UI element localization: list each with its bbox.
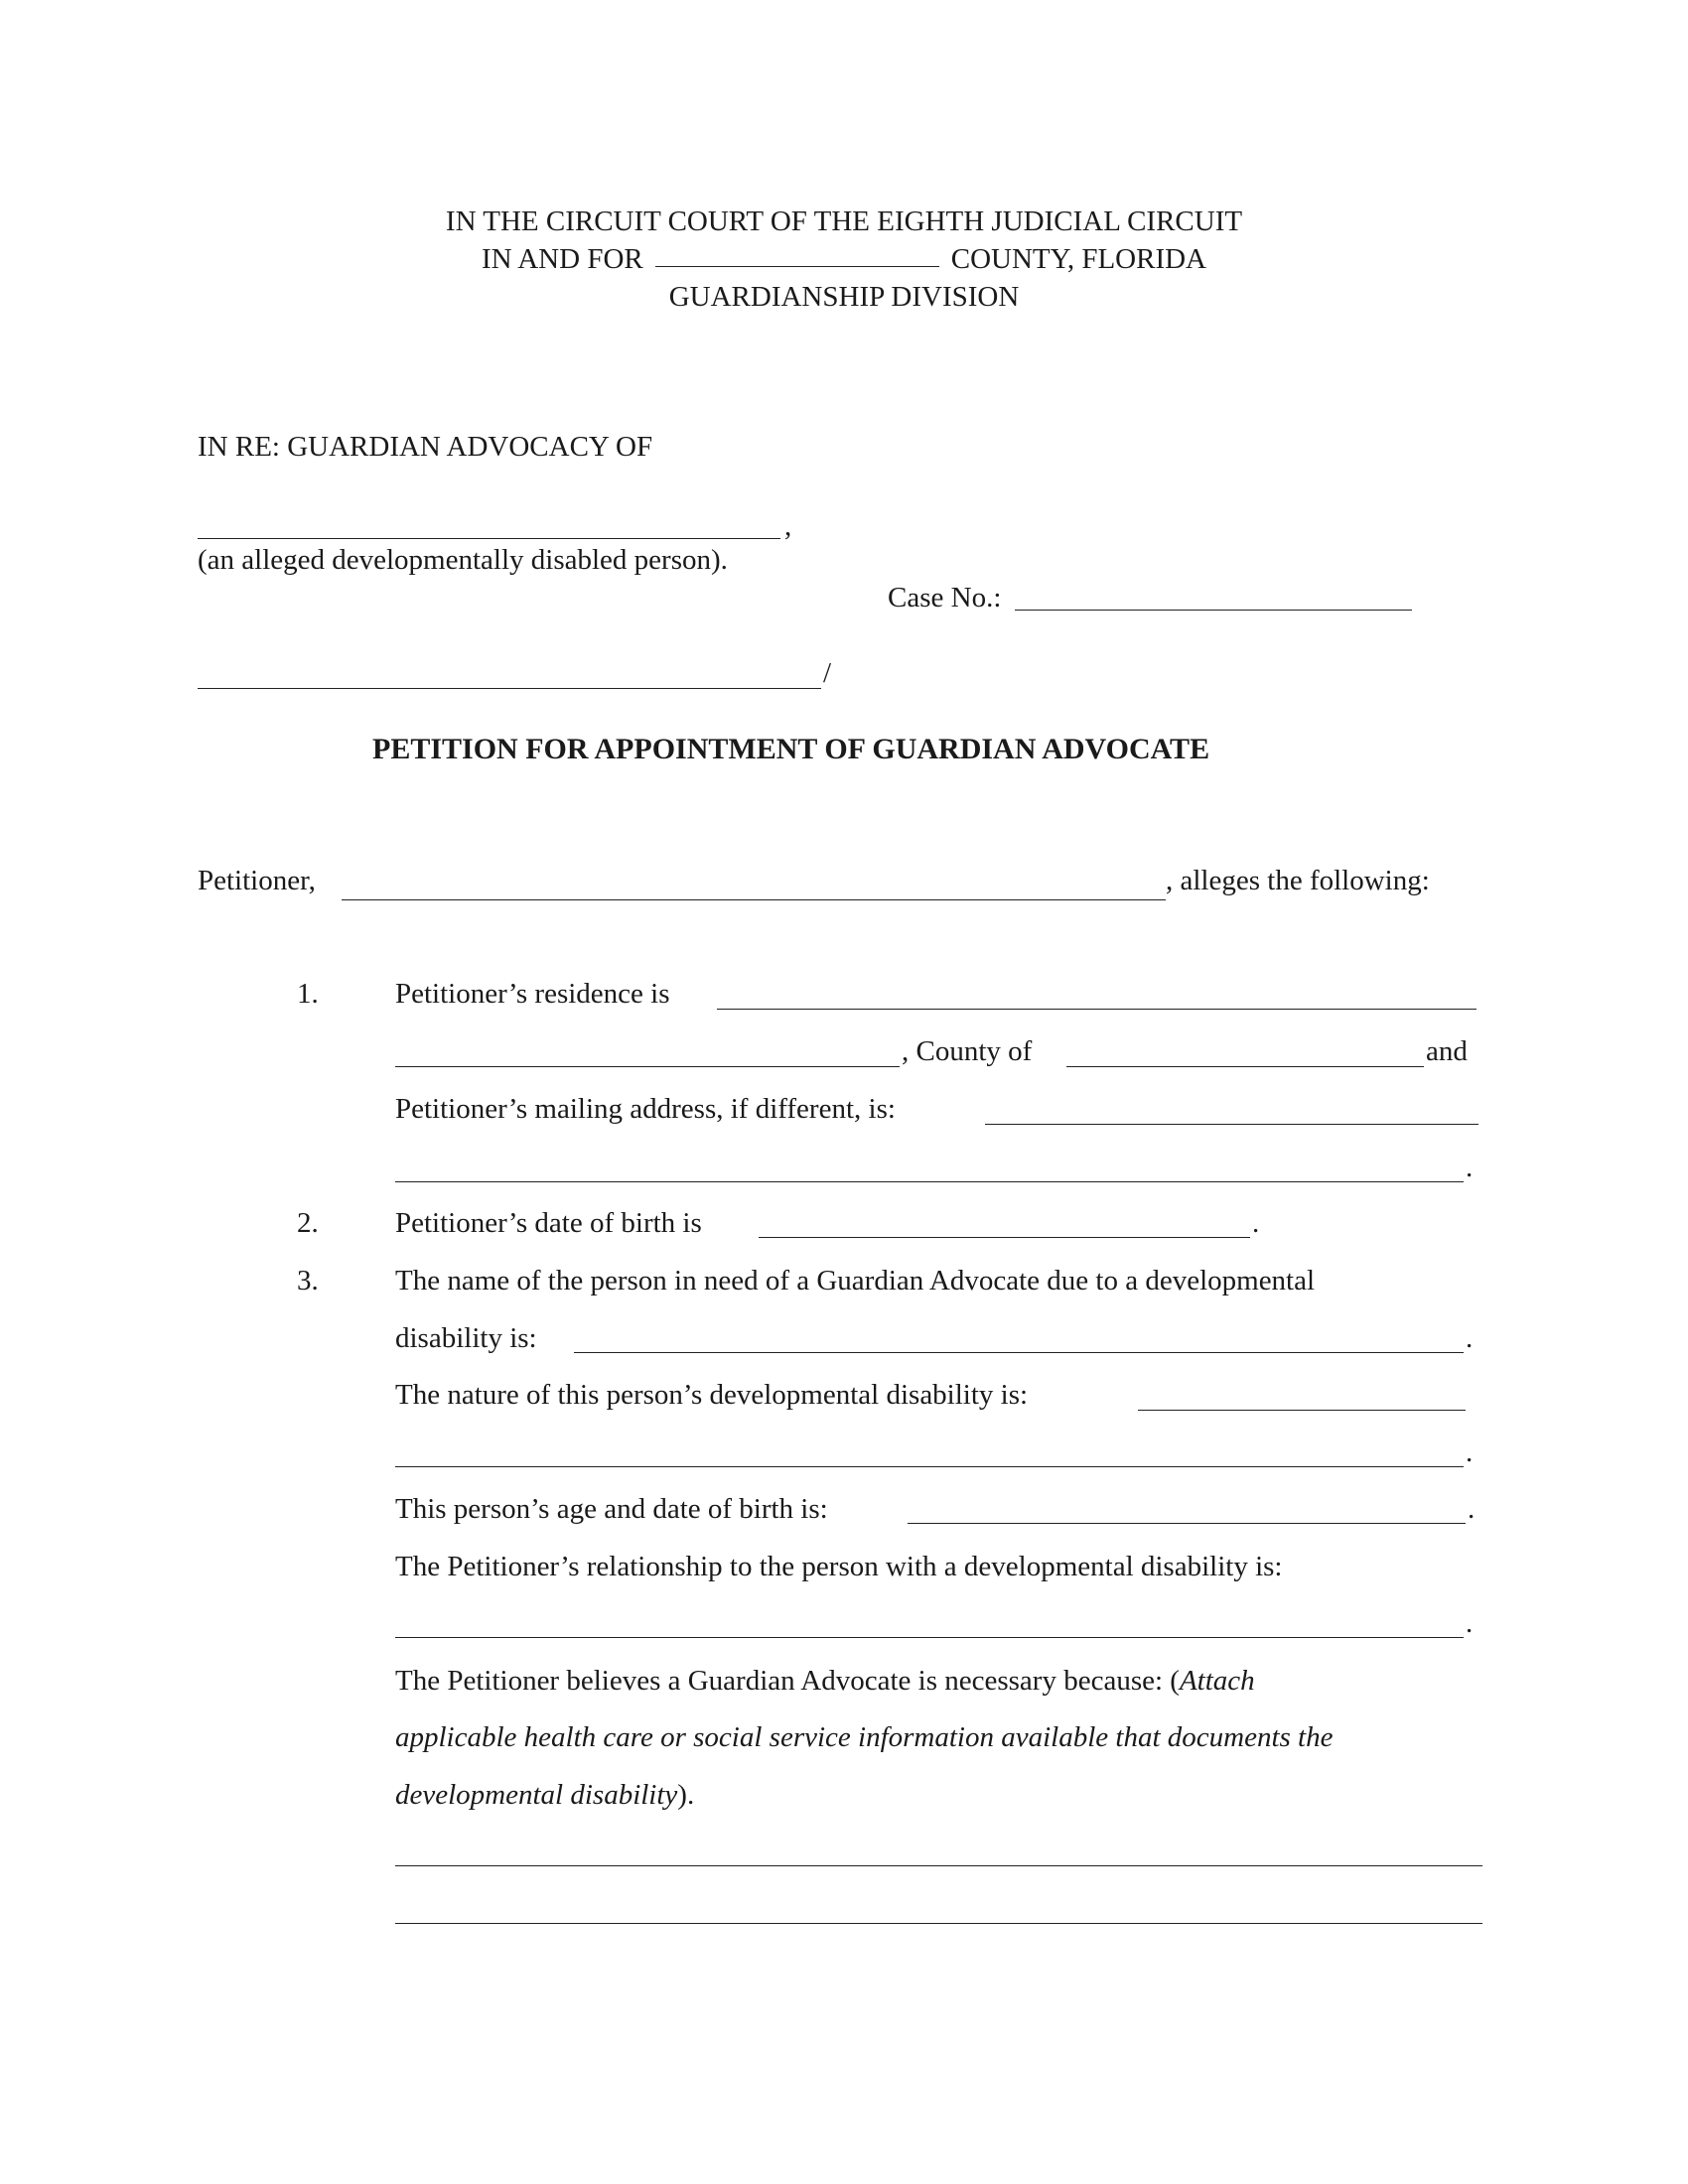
- court-header-line1: [0, 203, 1688, 240]
- case-number-label: Case No.:: [888, 582, 1002, 614]
- item-2-number: 2.: [297, 1207, 319, 1239]
- residence-field[interactable]: [717, 1009, 1477, 1010]
- alleged-person-label: (an alleged developmentally disabled person).: [198, 544, 728, 576]
- and-label: and: [1426, 1035, 1468, 1067]
- residence-county-field[interactable]: [1066, 1066, 1424, 1067]
- age-period: .: [1468, 1493, 1476, 1525]
- residence-city-field[interactable]: [395, 1066, 900, 1067]
- attach-instruction-3: developmental disability: [395, 1779, 678, 1811]
- ward-name-field[interactable]: [198, 538, 780, 539]
- ward-name-period: .: [1466, 1322, 1474, 1354]
- caption-closing-line[interactable]: [198, 688, 821, 689]
- mailing-address-field-2[interactable]: [395, 1181, 1464, 1182]
- dob-label: Petitioner’s date of birth is: [395, 1207, 702, 1239]
- case-number-field[interactable]: [1015, 610, 1412, 611]
- ward-name-text-line2: disability is:: [395, 1322, 537, 1354]
- relationship-period: .: [1466, 1607, 1474, 1639]
- necessity-field-2[interactable]: [395, 1923, 1482, 1924]
- petitioner-label: Petitioner,: [198, 865, 316, 896]
- residence-label: Petitioner’s residence is: [395, 978, 670, 1010]
- attach-instruction-2: applicable health care or social service information available that documents the: [395, 1721, 1334, 1753]
- dob-field[interactable]: [759, 1237, 1250, 1238]
- court-header-line3: [0, 278, 1688, 316]
- county-field[interactable]: [655, 240, 939, 267]
- in-re-label: IN RE: GUARDIAN ADVOCACY OF: [198, 431, 653, 463]
- nature-label: The nature of this person’s developmental disability is:: [395, 1379, 1029, 1411]
- county-florida-label: COUNTY, FLORIDA: [950, 243, 1206, 275]
- relationship-label: The Petitioner’s relationship to the person with a developmental disability is:: [395, 1551, 1283, 1582]
- necessity-text: The Petitioner believes a Guardian Advocate is necessary because: (: [395, 1665, 1180, 1697]
- item-3-number: 3.: [297, 1265, 319, 1297]
- attach-instruction-1: Attach: [1179, 1665, 1255, 1697]
- item-2-period: .: [1252, 1207, 1260, 1239]
- necessity-field-1[interactable]: [395, 1865, 1482, 1866]
- mailing-address-field[interactable]: [985, 1124, 1478, 1125]
- nature-field[interactable]: [1138, 1410, 1466, 1411]
- ward-name-text-line1: The name of the person in need of a Guardian Advocate due to a developmental: [395, 1265, 1316, 1297]
- disabled-person-name-field[interactable]: [574, 1352, 1464, 1353]
- attach-instruction-3-wrap: [395, 1781, 694, 1810]
- attach-instruction-end: ).: [677, 1779, 695, 1811]
- alleges-label: , alleges the following:: [1166, 865, 1430, 896]
- relationship-field[interactable]: [395, 1637, 1464, 1638]
- item-1-period: .: [1466, 1152, 1474, 1183]
- document-title: PETITION FOR APPOINTMENT OF GUARDIAN ADVOCATE: [372, 733, 1210, 765]
- necessity-label: [395, 1667, 1255, 1696]
- nature-field-2[interactable]: [395, 1466, 1464, 1467]
- nature-period: .: [1466, 1436, 1474, 1468]
- age-dob-field[interactable]: [908, 1523, 1466, 1524]
- court-name: IN THE CIRCUIT COURT OF THE EIGHTH JUDICIAL CIRCUIT: [445, 205, 1243, 237]
- ward-name-comma: ,: [784, 510, 792, 542]
- court-header: [0, 203, 1688, 316]
- court-header-line2: [0, 240, 1688, 278]
- petitioner-name-field[interactable]: [342, 899, 1166, 900]
- item-1-number: 1.: [297, 978, 319, 1010]
- division-label: GUARDIANSHIP DIVISION: [668, 281, 1020, 313]
- caption-slash: /: [823, 657, 832, 689]
- in-and-for-label: IN AND FOR: [481, 243, 643, 275]
- mailing-address-label: Petitioner’s mailing address, if different, is:: [395, 1093, 896, 1125]
- age-dob-label: This person’s age and date of birth is:: [395, 1493, 828, 1525]
- county-of-label: , County of: [902, 1035, 1033, 1067]
